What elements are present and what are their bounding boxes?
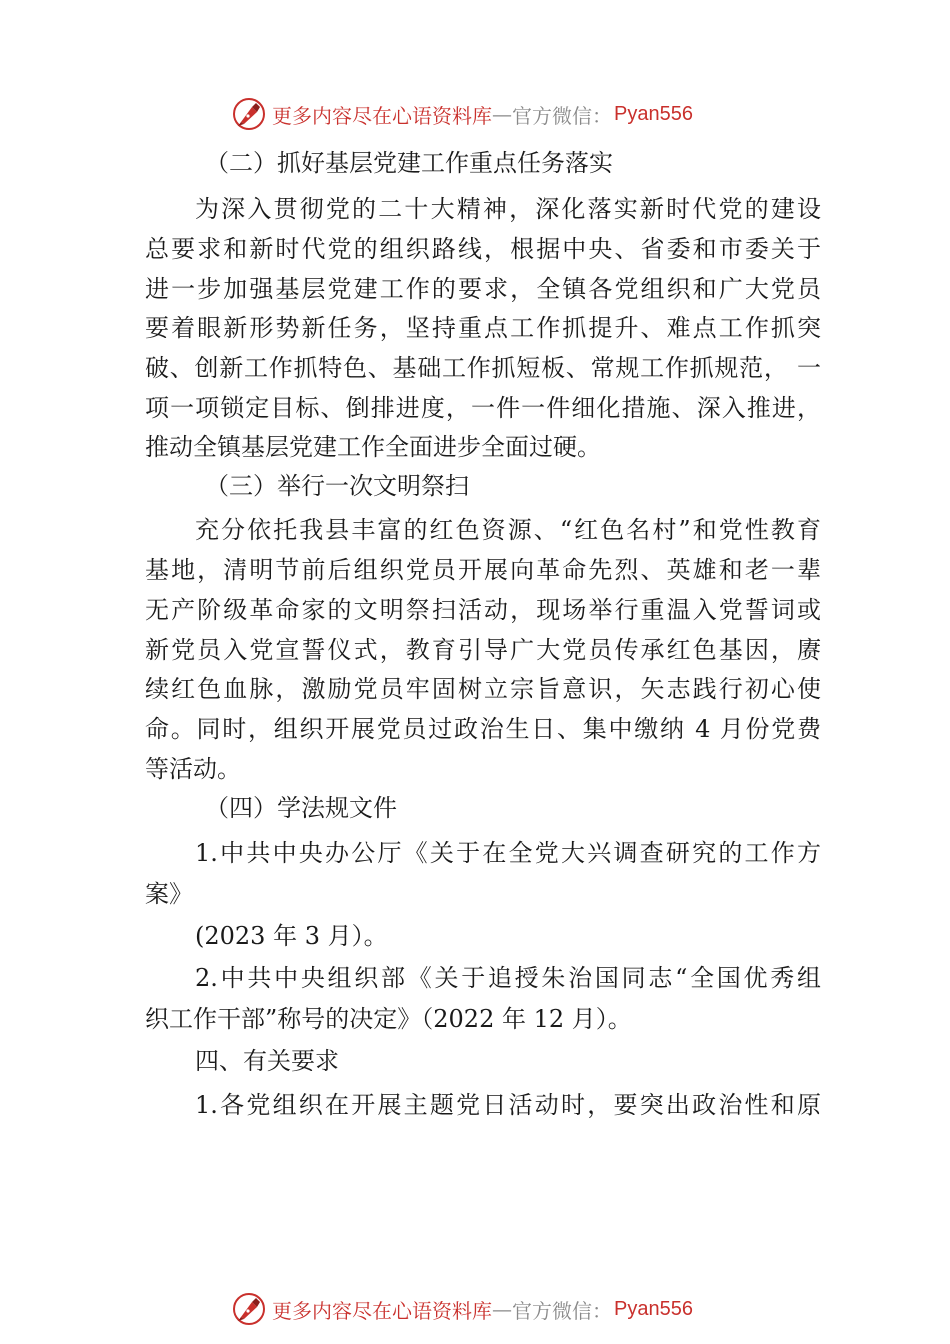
paragraph-line: 基地，清明节前后组织党员开展向革命先烈、英雄和老一辈 — [145, 556, 821, 584]
watermark-wechat-id: Pyan556 — [614, 1297, 693, 1320]
paragraph-line: 无产阶级革命家的文明祭扫活动，现场举行重温入党誓词或 — [145, 596, 821, 624]
paragraph-line: 充分依托我县丰富的红色资源、“红色名村”和党性教育 — [195, 516, 821, 544]
watermark-text: 更多内容尽在心语资料库 — [272, 103, 492, 128]
watermark-wechat-id: Pyan556 — [614, 102, 693, 125]
header-watermark — [232, 96, 693, 132]
list-item-line: 案》 — [145, 880, 193, 908]
watermark-text: 更多内容尽在心语资料库 — [272, 1298, 492, 1323]
section-heading-3: （三）举行一次文明祭扫 — [205, 472, 469, 500]
section-heading-requirements: 四、有关要求 — [195, 1047, 339, 1075]
paragraph-line: 命。同时，组织开展党员过政治生日、集中缴纳 4 月份党费 — [145, 715, 821, 743]
list-item-line: 1.各党组织在开展主题党日活动时，要突出政治性和原 — [195, 1091, 821, 1119]
paragraph-line: 为深入贯彻党的二十大精神，深化落实新时代党的建设 — [195, 195, 821, 223]
list-item-line: (2023 年 3 月）。 — [195, 922, 388, 950]
watermark-dash: — — [492, 1297, 512, 1321]
section-heading-4: （四）学法规文件 — [205, 794, 397, 822]
paragraph-line: 推动全镇基层党建工作全面进步全面过硬。 — [145, 433, 601, 461]
watermark-dash: — — [492, 102, 512, 126]
paragraph-line: 等活动。 — [145, 755, 241, 783]
footer-watermark — [232, 1291, 693, 1327]
pen-nib-logo-icon — [232, 1292, 266, 1326]
list-item-line: 2.中共中央组织部《关于追授朱治国同志“全国优秀组 — [195, 964, 821, 992]
paragraph-line: 进一步加强基层党建工作的要求，全镇各党组织和广大党员 — [145, 275, 821, 303]
paragraph-line: 要着眼新形势新任务，坚持重点工作抓提升、难点工作抓突 — [145, 314, 821, 342]
paragraph-line: 续红色血脉，激励党员牢固树立宗旨意识，矢志践行初心使 — [145, 675, 821, 703]
list-item-line: 1.中共中央办公厅《关于在全党大兴调查研究的工作方 — [195, 839, 821, 867]
watermark-label: 官方微信： — [512, 1298, 612, 1323]
paragraph-line: 破、创新工作抓特色、基础工作抓短板、常规工作抓规范， 一 — [145, 354, 821, 382]
paragraph-line: 项一项锁定目标、倒排进度，一件一件细化措施、深入推进， — [145, 394, 821, 422]
paragraph-line: 新党员入党宣誓仪式，教育引导广大党员传承红色基因，赓 — [145, 636, 821, 664]
watermark-label: 官方微信： — [512, 103, 612, 128]
section-heading-2: （二）抓好基层党建工作重点任务落实 — [205, 149, 613, 177]
pen-nib-logo-icon — [232, 97, 266, 131]
paragraph-line: 总要求和新时代党的组织路线，根据中央、省委和市委关于 — [145, 235, 821, 263]
list-item-line: 织工作干部”称号的决定》（2022 年 12 月）。 — [145, 1005, 632, 1033]
